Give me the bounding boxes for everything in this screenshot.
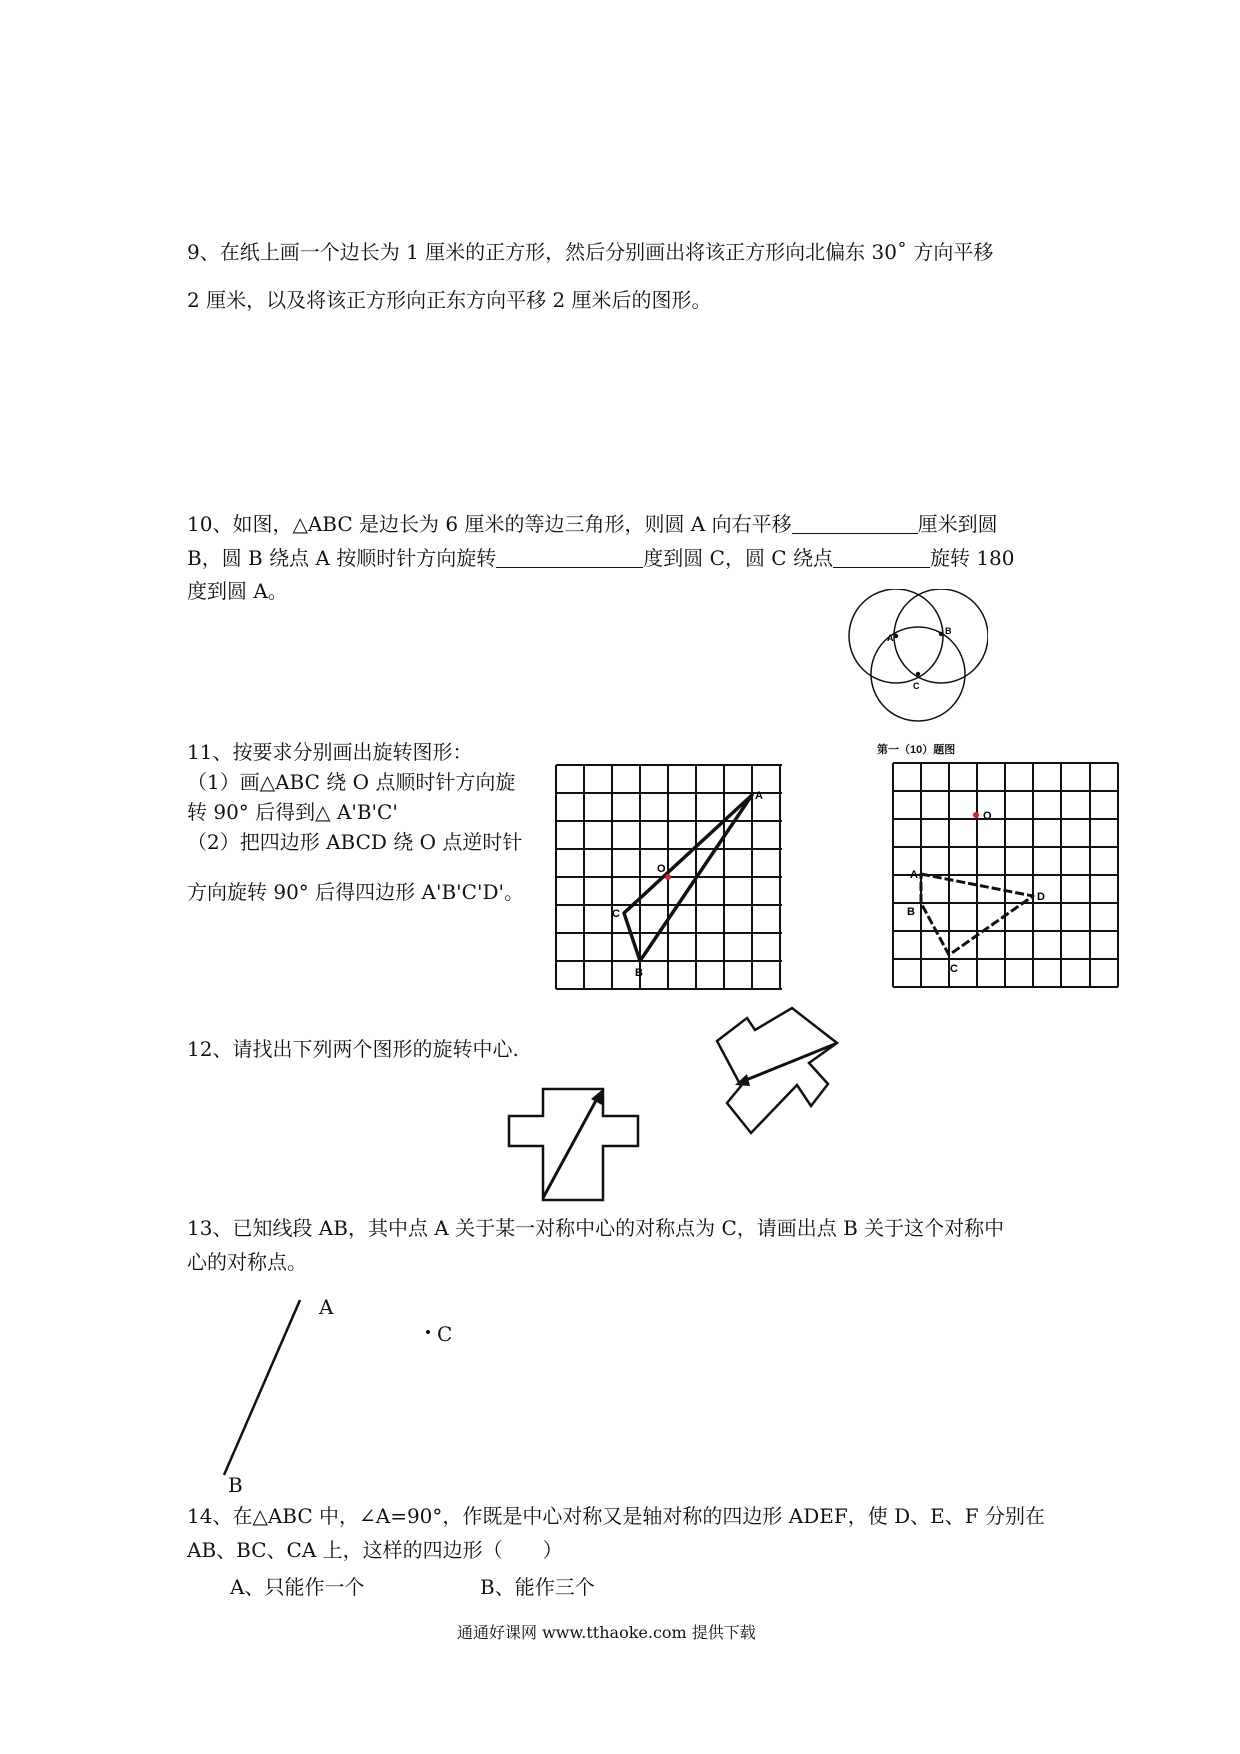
q11-line4: 方向旋转 90° 后得四边形 A'B'C'D'。: [187, 880, 524, 904]
segment-ab: [224, 1300, 300, 1475]
label-a: A: [755, 790, 763, 802]
q11-line2: 转 90° 后得到△ A'B'C': [187, 800, 398, 824]
cross-diagonal-arrow: [543, 1095, 599, 1198]
label-c: C: [950, 963, 958, 975]
q9-line2: 2 厘米，以及将该正方形向正东方向平移 2 厘米后的图形。: [187, 288, 712, 312]
point-o: [665, 874, 671, 880]
q11-grid-quadrilateral: [891, 761, 1121, 989]
q12-cross-figure: [507, 1087, 647, 1202]
q10-blank-3[interactable]: [833, 547, 930, 568]
point-a: [894, 634, 898, 638]
q10-line3: 度到圆 A。: [187, 579, 288, 603]
grid2-caption: 第一（10）题图: [877, 744, 956, 756]
label-a: A: [910, 869, 918, 881]
q11-grid-triangle: [554, 763, 784, 993]
q10-line1: [187, 513, 998, 534]
label-c: C: [612, 908, 620, 920]
q12-text: 12、请找出下列两个图形的旋转中心.: [187, 1037, 519, 1061]
q10-blank-2[interactable]: [496, 547, 643, 568]
label-a: A: [887, 633, 894, 643]
point-o: [973, 812, 979, 818]
q11-line3: （2）把四边形 ABCD 绕 O 点逆时针: [187, 830, 523, 854]
label-o: O: [657, 863, 666, 875]
q14-option-a: A、只能作一个: [230, 1575, 365, 1599]
q10-line2: [187, 547, 1015, 568]
label-point-b: B: [228, 1473, 243, 1497]
q13-segment-figure: [210, 1280, 510, 1500]
point-c: [426, 1330, 430, 1334]
q10-line2-text-b: 度到圆 C，圆 C 绕点: [643, 546, 833, 570]
point-c: [916, 672, 920, 676]
q14-line2: AB、BC、CA 上，这样的四边形（ ）: [187, 1538, 563, 1562]
point-b: [939, 632, 943, 636]
q12-rotated-cross-figure: [709, 1006, 854, 1141]
q14-line1: 14、在△ABC 中，∠A=90°，作既是中心对称又是轴对称的四边形 ADEF，使 D、E、F 分别在: [187, 1504, 1045, 1528]
q9-line1: 9、在纸上画一个边长为 1 厘米的正方形，然后分别画出将该正方形向北偏东 30˚ 方向平移: [187, 240, 994, 264]
label-point-a: A: [319, 1295, 334, 1319]
q13-line1: 13、已知线段 AB，其中点 A 关于某一对称中心的对称点为 C，请画出点 B 关于这个对称中: [187, 1216, 1005, 1240]
q10-line2-text-c: 旋转 180: [929, 546, 1015, 570]
label-b: B: [635, 967, 643, 979]
q10-blank-1[interactable]: [792, 513, 918, 534]
page-footer: 通通好课网 www.tthaoke.com 提供下载: [457, 1623, 756, 1642]
label-b: B: [945, 626, 952, 636]
q13-line2: 心的对称点。: [187, 1250, 307, 1274]
q14-option-b: B、能作三个: [480, 1575, 595, 1599]
label-o: O: [983, 810, 992, 822]
q11-title: 11、按要求分别画出旋转图形：: [187, 740, 473, 764]
q11-line1: （1）画△ABC 绕 O 点顺时针方向旋: [187, 770, 516, 794]
rotated-cross-shape: [717, 1008, 837, 1133]
q10-line1-text: 10、如图，△ABC 是边长为 6 厘米的等边三角形，则圆 A 向右平移: [187, 512, 792, 536]
q10-line2-text: B，圆 B 绕点 A 按顺时针方向旋转: [187, 546, 497, 570]
q10-line1-text-b: 厘米到圆: [917, 512, 998, 536]
label-b: B: [907, 906, 915, 918]
label-point-c: C: [437, 1322, 453, 1346]
label-c: C: [913, 681, 920, 691]
label-d: D: [1037, 891, 1045, 903]
arrowhead: [591, 1089, 603, 1105]
q10-three-circles-figure: [848, 589, 988, 729]
